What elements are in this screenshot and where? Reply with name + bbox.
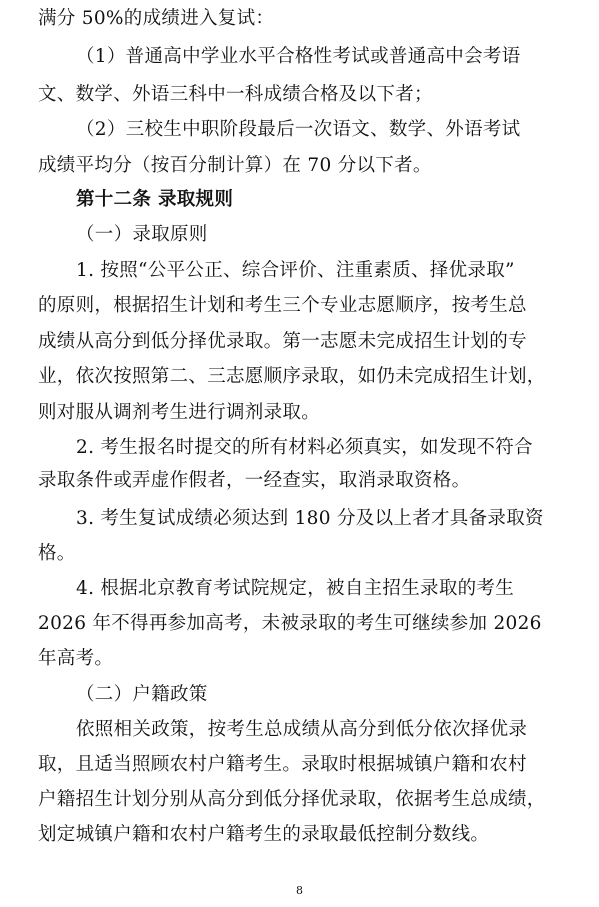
text-line: 满分 50%的成绩进入复试： — [38, 8, 275, 29]
text-line: 依照相关政策，按考生总成绩从高分到低分依次择优录 — [76, 719, 528, 740]
text-line: 年高考。 — [38, 648, 114, 669]
text-line: 则对服从调剂考生进行调剂录取。 — [38, 402, 321, 423]
text-line: 成绩平均分（按百分制计算）在 70 分以下者。 — [38, 155, 432, 176]
text-line: 录取条件或弄虚作假者，一经查实，取消录取资格。 — [38, 470, 471, 491]
text-line: 的原则，根据招生计划和考生三个专业志愿顺序，按考生总 — [38, 295, 527, 316]
text-line: （2）三校生中职阶段最后一次语文、数学、外语考试 — [76, 119, 521, 140]
text-line: 格。 — [38, 543, 76, 564]
text-line: 划定城镇户籍和农村户籍考生的录取最低控制分数线。 — [38, 824, 490, 845]
text-line: 成绩从高分到低分择优录取。第一志愿未完成招生计划的专 — [38, 331, 527, 352]
subsection-heading: （一）录取原则 — [76, 224, 208, 245]
text-line: （1）普通高中学业水平合格性考试或普通高中会考语 — [76, 46, 521, 67]
text-line: 1. 按照“公平公正、综合评价、注重素质、择优录取” — [76, 260, 515, 281]
page-number: 8 — [296, 884, 303, 897]
section-heading: 第十二条 录取规则 — [76, 189, 234, 210]
text-line: 户籍招生计划分别从高分到低分择优录取，依据考生总成绩， — [38, 789, 546, 810]
text-line: 业，依次按照第二、三志愿顺序录取，如仍未完成招生计划， — [38, 366, 546, 387]
text-line: 取，且适当照顾农村户籍考生。录取时根据城镇户籍和农村 — [38, 754, 527, 775]
text-line: 3. 考生复试成绩必须达到 180 分及以上者才具备录取资 — [76, 508, 544, 529]
text-line: 2. 考生报名时提交的所有材料必须真实，如发现不符合 — [76, 437, 533, 458]
text-line: 2026 年不得再参加高考，未被录取的考生可继续参加 2026 — [38, 613, 542, 634]
text-line: 文、数学、外语三科中一科成绩合格及以下者； — [38, 84, 433, 105]
subsection-heading: （二）户籍政策 — [76, 684, 208, 705]
text-line: 4. 根据北京教育考试院规定，被自主招生录取的考生 — [76, 578, 515, 599]
